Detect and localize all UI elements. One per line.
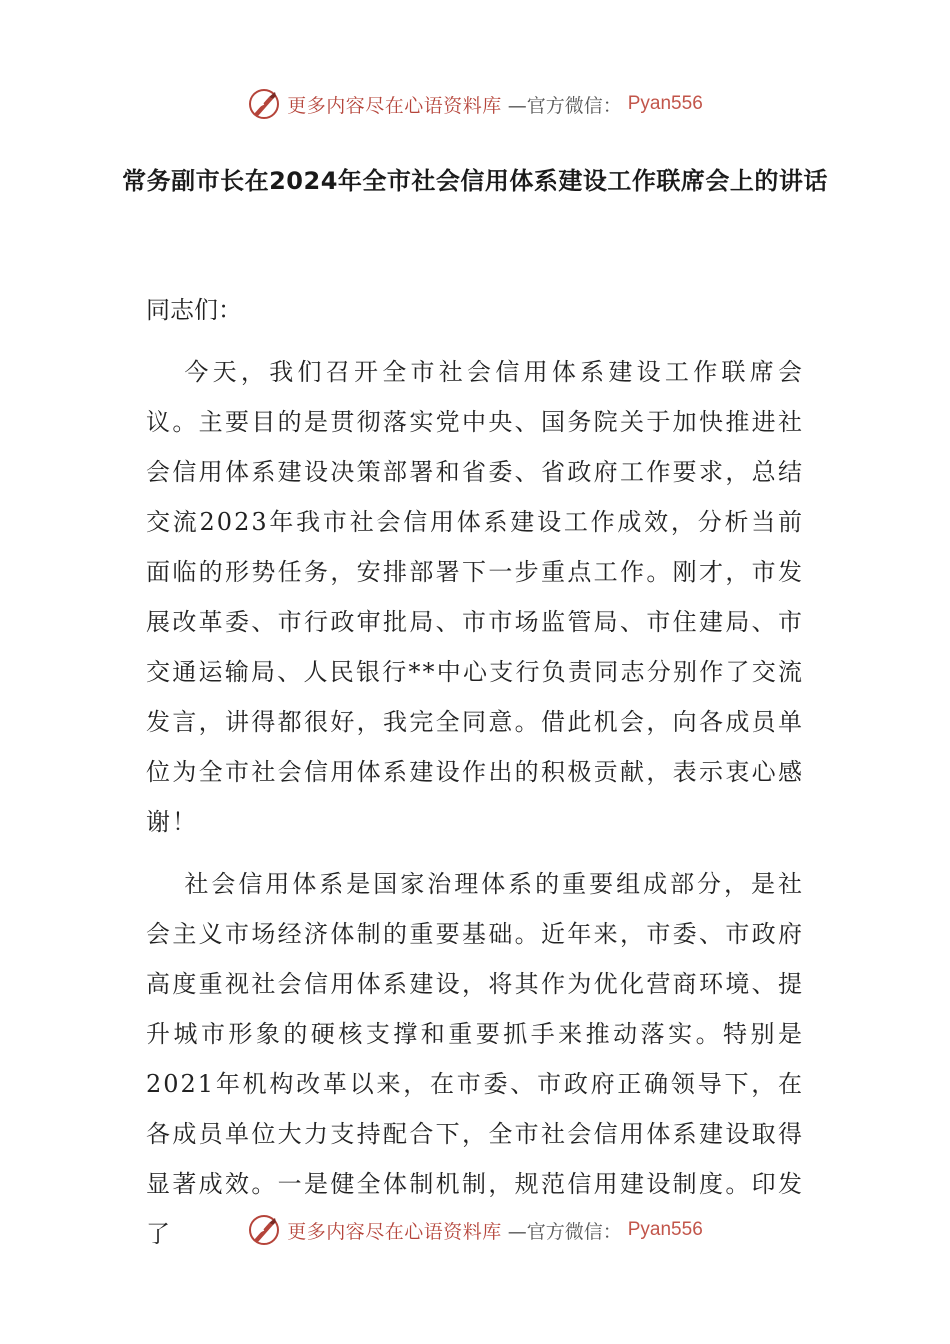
watermark-slogan: 更多内容尽在心语资料库 bbox=[287, 1220, 502, 1243]
watermark-official-label: —官方微信： bbox=[507, 94, 622, 117]
watermark-slogan: 更多内容尽在心语资料库 bbox=[287, 94, 502, 117]
salutation: 同志们： bbox=[146, 296, 242, 324]
document-body bbox=[146, 285, 804, 1271]
watermark-official-label: —官方微信： bbox=[507, 1220, 622, 1243]
body-paragraph-1: 今天，我们召开全市社会信用体系建设工作联席会议。主要目的是贯彻落实党中央、国务院关于加快推进社会信用体系建设决策部署和省委、省政府工作要求，总结交流2023年我市社会信用体系建设工作成效，分析当前面临的形势任务，安排部署下一步重点工作。刚才，市发展改革委、市行政审批局、市市场监管局、市住建局、市交通运输局、人民银行**中心支行负责同志分别作了交流发言，讲得都很好，我完全同意。借此机会，向各成员单位为全市社会信用体系建设作出的积极贡献，表示衷心感谢！ bbox=[146, 358, 804, 836]
document-title: 常务副市长在2024年全市社会信用体系建设工作联席会上的讲话 bbox=[122, 167, 828, 195]
pen-quill-logo-icon bbox=[247, 87, 281, 121]
body-paragraph-2: 社会信用体系是国家治理体系的重要组成部分，是社会主义市场经济体制的重要基础。近年来，市委、市政府高度重视社会信用体系建设，将其作为优化营商环境、提升城市形象的硬核支撑和重要抓手来推动落实。特别是2021年机构改革以来，在市委、市政府正确领导下，在各成员单位大力支持配合下，全市社会信用体系建设取得显著成效。一是健全体制机制，规范信用建设制度。印发了 bbox=[146, 870, 804, 1248]
pen-quill-logo-icon bbox=[247, 1213, 281, 1247]
watermark-wechat-id: Pyan556 bbox=[627, 1219, 703, 1240]
footer-watermark bbox=[0, 1210, 950, 1250]
header-watermark bbox=[0, 84, 950, 124]
watermark-wechat-id: Pyan556 bbox=[627, 93, 703, 114]
